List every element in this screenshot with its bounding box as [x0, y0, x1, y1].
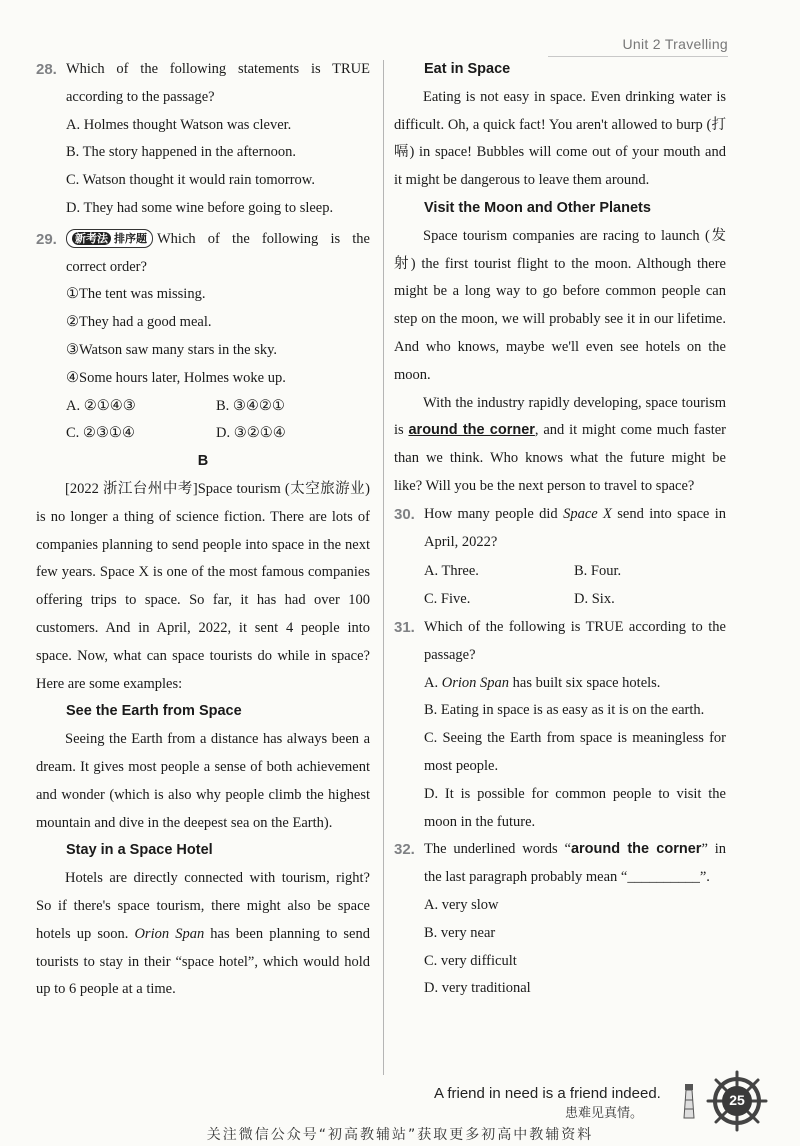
option-d: D. Six.	[574, 591, 615, 608]
question-29	[36, 226, 370, 282]
unit-header: Unit 2 Travelling	[622, 36, 728, 52]
option-d: D. It is possible for common people to visit the moon in the future.	[424, 785, 726, 830]
option-d: D. ③②①④	[216, 425, 286, 442]
paragraph-space-hotel: Hotels are directly connected with tourism, right? So if there's space tourism, there might also be space hotels up soon. Orion Span has been planning to send tourists to stay in their “space hotel”, which would hold up to 6 people at a time.	[36, 870, 370, 998]
question-text: 新考法 排序题 Which of the following is the correct order?	[66, 230, 370, 275]
paragraph-see-earth: Seeing the Earth from a distance has always been a dream. It gives most people a sense of both achievement and wonder (which is also why people climb the highest mountain and dive in the deepest sea on the Earth).	[36, 731, 370, 831]
option-c: C. Watson thought it would rain tomorrow.	[66, 172, 315, 189]
heading-see-earth: See the Earth from Space	[66, 703, 242, 720]
heading-visit-moon: Visit the Moon and Other Planets	[424, 199, 651, 216]
page-number: 25	[729, 1092, 745, 1108]
paragraph-visit-moon: Space tourism companies are racing to launch (发射) the first tourist flight to the moon. Although there might be a long way to go before common people can step on the moon, we will probably see it in our lifetime. And who knows, maybe we'll even see hotels on the moon.	[394, 227, 726, 383]
new-format-badge: 新考法 排序题	[66, 229, 153, 248]
option-d: D. They had some wine before going to sleep.	[66, 199, 334, 216]
option-b: B. Eating in space is as easy as it is on the earth.	[424, 702, 705, 719]
paragraph-eat-space: Eating is not easy in space. Even drinking water is difficult. Oh, a quick fact! You aren't allowed to burp (打嗝) in space! Bubbles will come out of your mouth and it might be dangerous to leave them around.	[394, 88, 726, 189]
option-b: B. very near	[424, 924, 496, 941]
heading-eat-space: Eat in Space	[424, 61, 511, 77]
option-c: C. very difficult	[424, 952, 517, 969]
option-a: A. ②①④③	[66, 397, 136, 414]
option-b: B. The story happened in the afternoon.	[66, 144, 297, 161]
order-item-4: ④Some hours later, Holmes woke up.	[66, 369, 286, 386]
option-d: D. very traditional	[424, 980, 531, 997]
right-column	[394, 56, 726, 1003]
question-text: Which of the following statements is TRUE according to the passage?	[66, 61, 370, 105]
option-c: C. ②③①④	[66, 425, 135, 442]
option-row	[36, 393, 370, 421]
question-32	[394, 836, 726, 892]
section-b-title: B	[197, 453, 209, 470]
option-c: C. Seeing the Earth from space is meaningless for most people.	[424, 730, 726, 774]
paragraph-industry: With the industry rapidly developing, space tourism is around the corner, and it might come much faster than we think. Who knows what the future might be like? Will you be the next person to travel to space?	[394, 394, 727, 494]
question-number: 29.	[36, 230, 57, 248]
question-31	[394, 614, 726, 670]
motto-chinese: 患难见真情。	[565, 1106, 644, 1121]
option-c: C. Five.	[424, 591, 471, 608]
option-a: A. Holmes thought Watson was clever.	[66, 116, 292, 133]
option-b: B. Four.	[574, 563, 622, 580]
question-number: 32.	[394, 841, 415, 859]
question-30	[394, 501, 726, 557]
intro-paragraph: [2022 浙江台州中考]Space tourism (太空旅游业) is no longer a thing of science fiction. There are lots of companies planning to send people into space in the next few years. Space X is one of the most famous companies offering trips to space. So far, it has had over 100 customers. And in April, 2022, it sent 4 people into space. Now, what can space tourists do while in space? Here are some examples:	[36, 480, 370, 692]
motto-text: A friend in need is a friend indeed.	[434, 1085, 661, 1102]
order-item-1: ①The tent was missing.	[66, 286, 206, 303]
question-number: 31.	[394, 618, 415, 636]
question-number: 30.	[394, 505, 415, 523]
lighthouse-icon	[678, 1080, 700, 1120]
footer-notice: 关注微信公众号“初高教辅站”获取更多初高中教辅资料	[206, 1127, 594, 1143]
column-divider	[383, 60, 384, 1075]
option-row	[36, 420, 370, 448]
option-a: A. Orion Span has built six space hotels.	[424, 674, 661, 691]
left-column	[36, 56, 370, 1004]
question-number: 28.	[36, 61, 57, 78]
question-28	[36, 56, 370, 112]
question-text: Which of the following is TRUE according to the passage?	[424, 618, 726, 663]
order-item-2: ②They had a good meal.	[66, 314, 212, 331]
order-item-3: ③Watson saw many stars in the sky.	[66, 341, 278, 358]
option-a: A. very slow	[424, 896, 499, 913]
option-row	[394, 586, 726, 614]
option-row	[394, 558, 726, 586]
option-b: B. ③④②①	[216, 397, 285, 414]
underlined-phrase: around the corner	[408, 422, 535, 439]
heading-space-hotel: Stay in a Space Hotel	[66, 842, 213, 859]
option-a: A. Three.	[424, 563, 479, 580]
question-text: The underlined words “around the corner” in the last paragraph probably mean “__________”.	[424, 841, 726, 886]
question-text: How many people did Space X send into space in April, 2022?	[424, 505, 727, 550]
